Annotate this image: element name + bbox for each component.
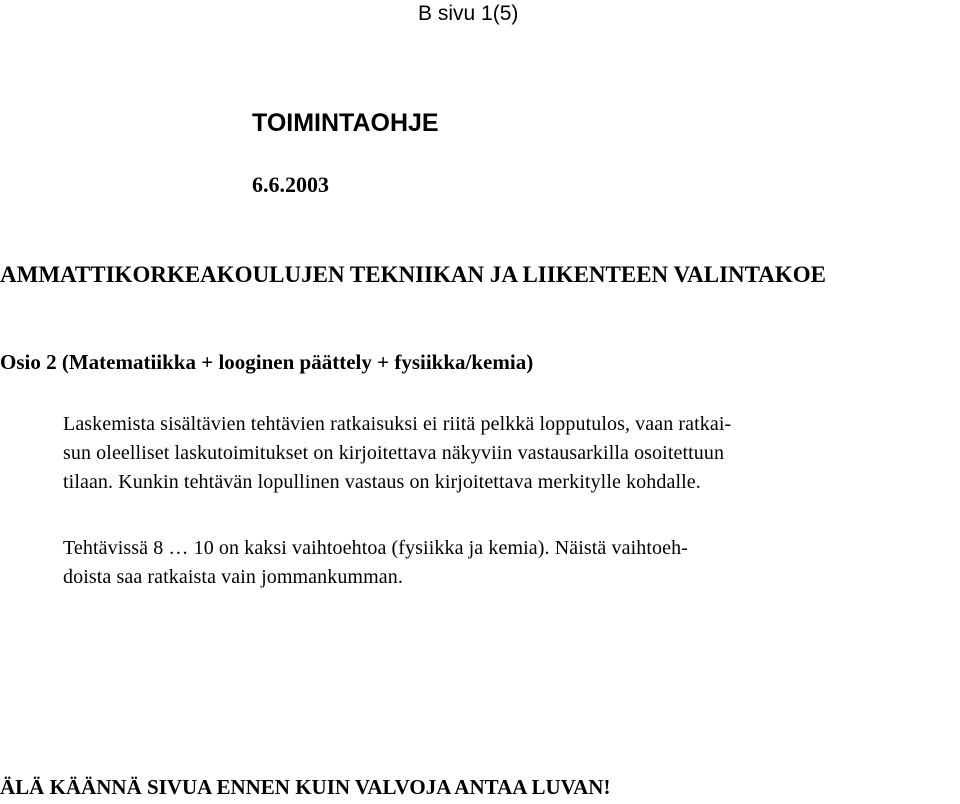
page-number: B sivu 1(5) [418, 2, 519, 25]
instructions-line: tilaan. Kunkin tehtävän lopullinen vastaus on kirjoitettava merkitylle kohdalle. [63, 471, 701, 493]
choice-line: Tehtävissä 8 … 10 on kaksi vaihtoehtoa (fysiikka ja kemia). Näistä vaihtoeh- [63, 537, 688, 559]
instructions-line: sun oleelliset laskutoimitukset on kirjoitettava näkyviin vastausarkilla osoitettuun [63, 442, 725, 464]
warning-text: ÄLÄ KÄÄNNÄ SIVUA ENNEN KUIN VALVOJA ANTAA LUVAN! [0, 775, 611, 799]
section-heading: Osio 2 (Matematiikka + looginen päättely + fysiikka/kemia) [0, 350, 534, 374]
instructions-line: Laskemista sisältävien tehtävien ratkaisuksi ei riitä pelkkä lopputulos, vaan ratkai- [63, 413, 732, 435]
document-date: 6.6.2003 [252, 172, 329, 197]
exam-heading: AMMATTIKORKEAKOULUJEN TEKNIIKAN JA LIIKENTEEN VALINTAKOE [0, 262, 827, 287]
document-title: TOIMINTAOHJE [252, 109, 439, 137]
instructions-paragraph [63, 410, 731, 497]
choice-paragraph [63, 534, 688, 592]
choice-line: doista saa ratkaista vain jommankumman. [63, 566, 403, 588]
